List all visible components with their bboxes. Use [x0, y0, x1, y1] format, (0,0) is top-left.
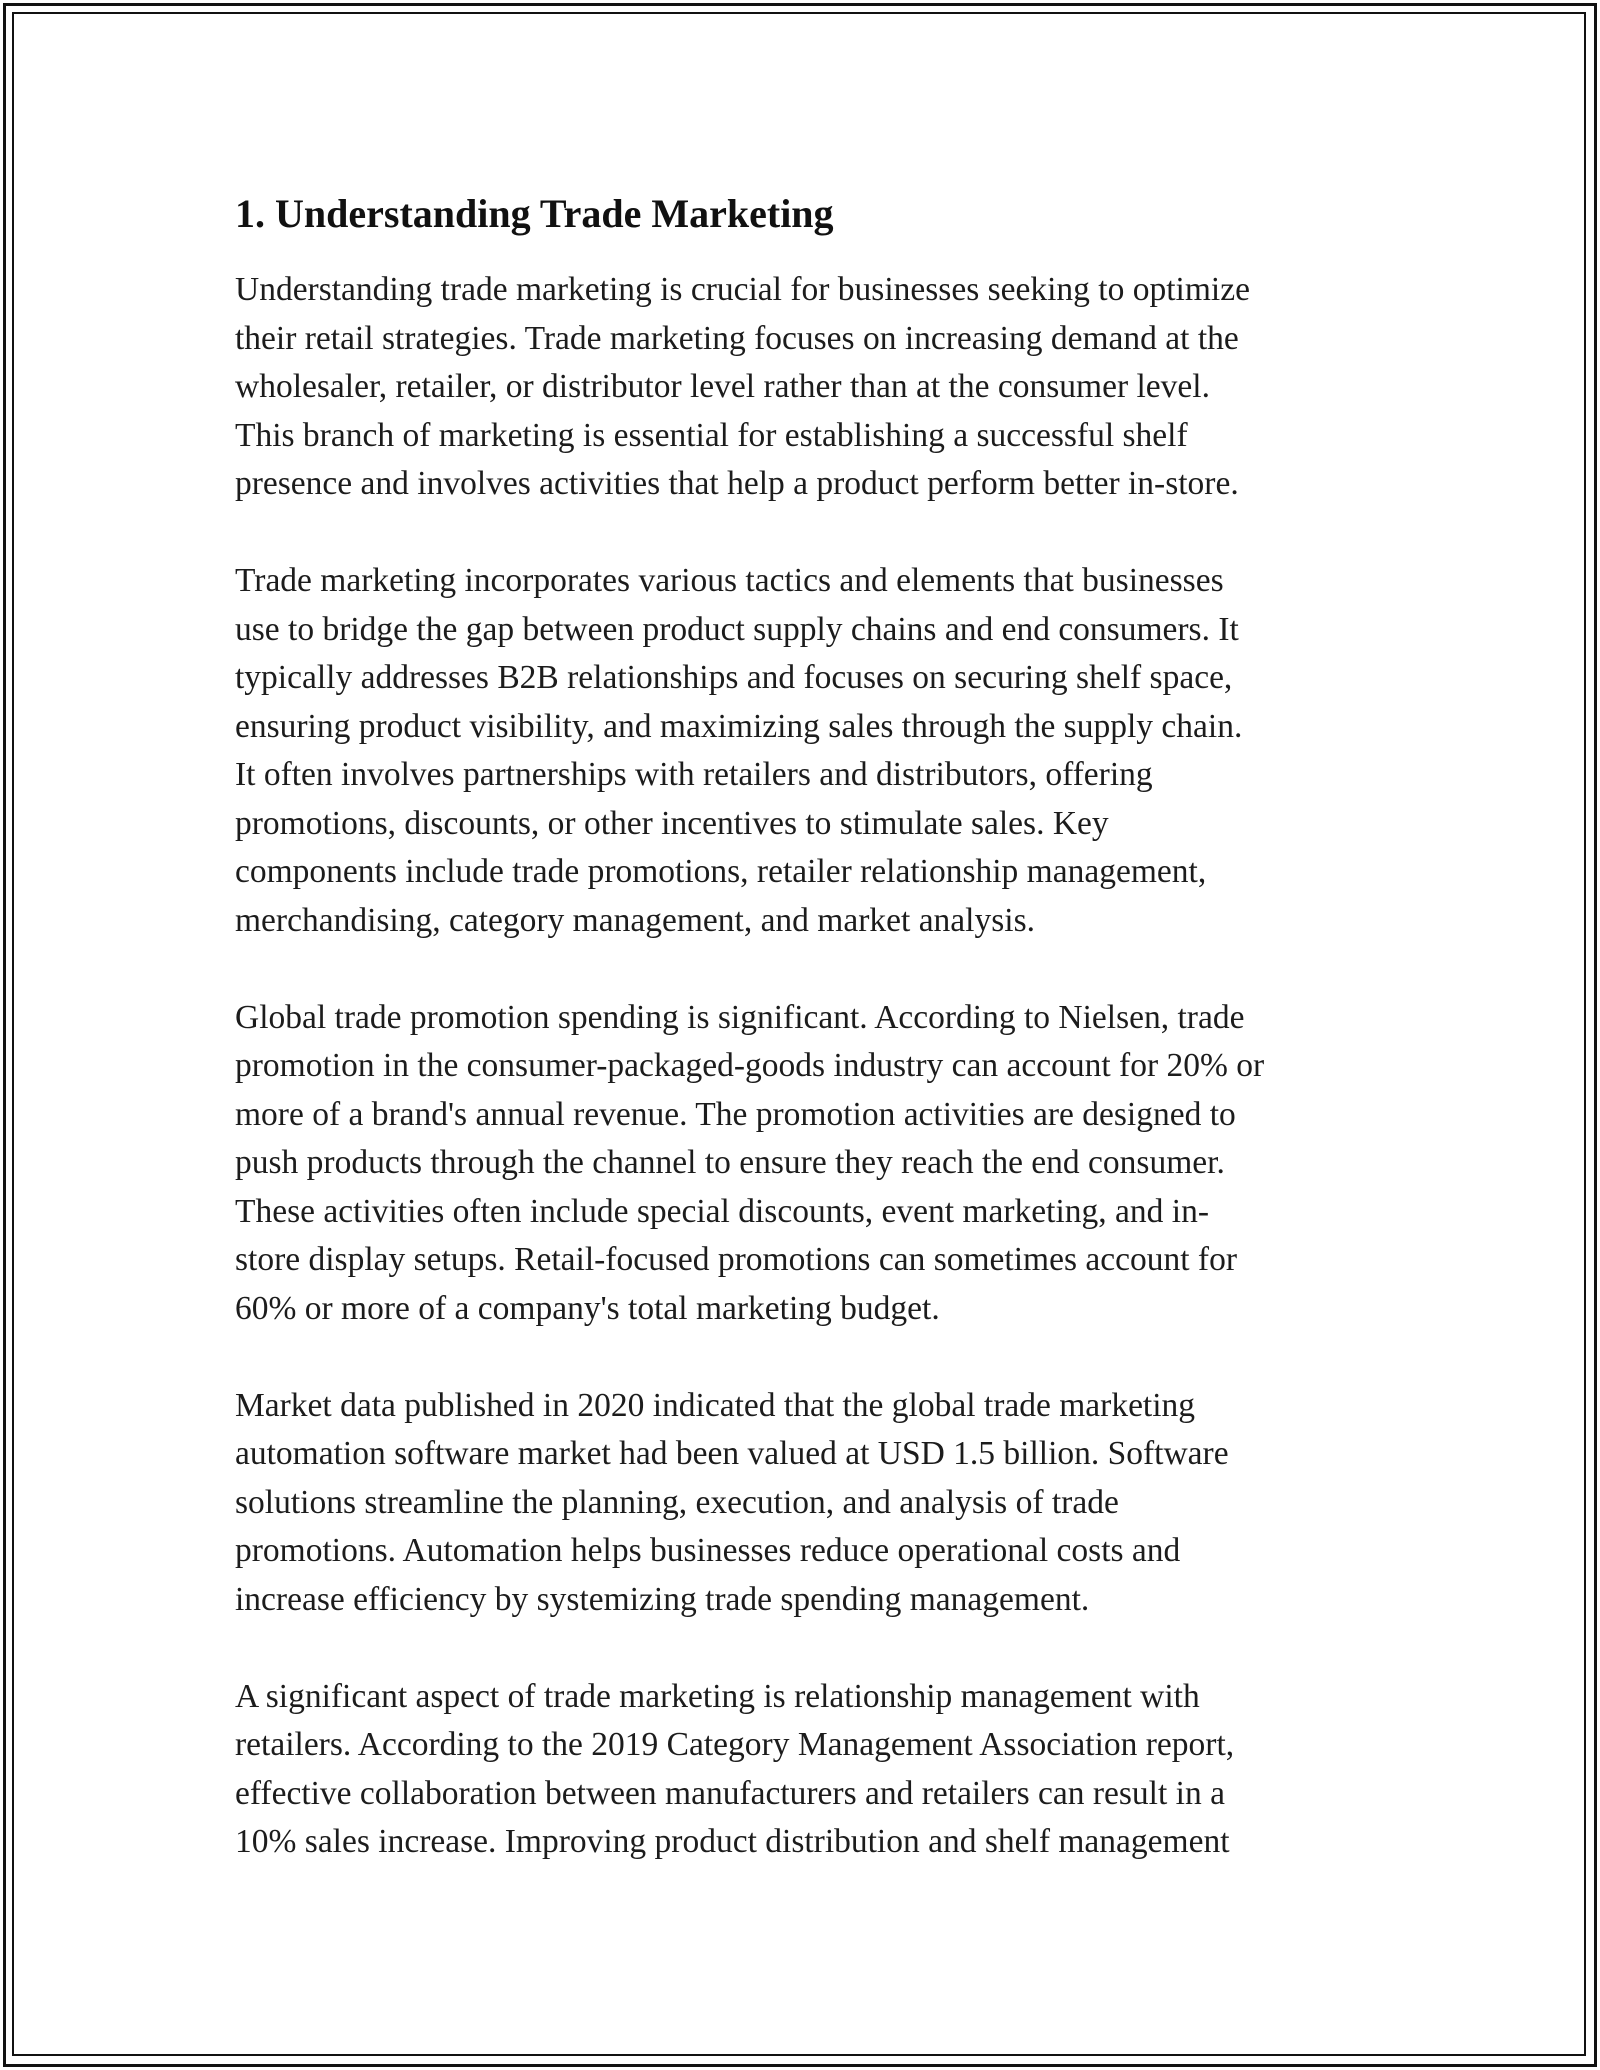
paragraph-4 [235, 1382, 1375, 1625]
text-line: presence and involves activities that help a product perform better in-store. [235, 465, 1239, 502]
paragraph-5 [235, 1673, 1375, 1867]
text-line: increase efficiency by systemizing trade spending management. [235, 1580, 1090, 1618]
text-line: promotions, discounts, or other incentives to stimulate sales. Key [235, 804, 1109, 842]
text-line: retailers. According to the 2019 Category Management Association report, [235, 1726, 1235, 1763]
document-body [235, 180, 1375, 1915]
text-line: use to bridge the gap between product supply chains and end consumers. It [235, 610, 1239, 648]
text-line: automation software market had been valued at USD 1.5 billion. Software [235, 1435, 1229, 1472]
text-line: merchandising, category management, and market analysis. [235, 901, 1035, 939]
text-line: typically addresses B2B relationships and focuses on securing shelf space, [235, 659, 1233, 696]
text-line: solutions streamline the planning, execution, and analysis of trade [235, 1483, 1119, 1521]
section-heading: 1. Understanding Trade Marketing [235, 191, 834, 236]
text-line: wholesaler, retailer, or distributor level rather than at the consumer level. [235, 368, 1210, 405]
text-line: effective collaboration between manufacturers and retailers can result in a [235, 1774, 1225, 1812]
text-line: Market data published in 2020 indicated that the global trade marketing [235, 1386, 1196, 1424]
text-line: It often involves partnerships with retailers and distributors, offering [235, 756, 1153, 793]
paragraph-1 [235, 266, 1375, 509]
text-line: push products through the channel to ensure they reach the end consumer. [235, 1144, 1225, 1181]
text-line: This branch of marketing is essential for establishing a successful shelf [235, 416, 1188, 454]
text-line: store display setups. Retail-focused promotions can sometimes account for [235, 1241, 1237, 1278]
text-line: components include trade promotions, retailer relationship management, [235, 853, 1207, 890]
text-line: 60% or more of a company's total marketing budget. [235, 1289, 940, 1327]
paragraph-2 [235, 557, 1375, 945]
text-line: promotions. Automation helps businesses reduce operational costs and [235, 1532, 1181, 1569]
text-line: ensuring product visibility, and maximizing sales through the supply chain. [235, 707, 1243, 745]
text-line: their retail strategies. Trade marketing focuses on increasing demand at the [235, 319, 1239, 357]
paragraph-3 [235, 994, 1375, 1334]
text-line: Trade marketing incorporates various tactics and elements that businesses [235, 562, 1224, 599]
text-line: These activities often include special discounts, event marketing, and in- [235, 1192, 1209, 1230]
text-line: more of a brand's annual revenue. The promotion activities are designed to [235, 1095, 1236, 1133]
text-line: promotion in the consumer-packaged-goods industry can account for 20% or [235, 1047, 1265, 1084]
text-line: Global trade promotion spending is significant. According to Nielsen, trade [235, 998, 1245, 1036]
text-line: A significant aspect of trade marketing is relationship management with [235, 1677, 1200, 1715]
text-line: 10% sales increase. Improving product distribution and shelf management [235, 1823, 1230, 1860]
text-line: Understanding trade marketing is crucial for businesses seeking to optimize [235, 271, 1250, 308]
